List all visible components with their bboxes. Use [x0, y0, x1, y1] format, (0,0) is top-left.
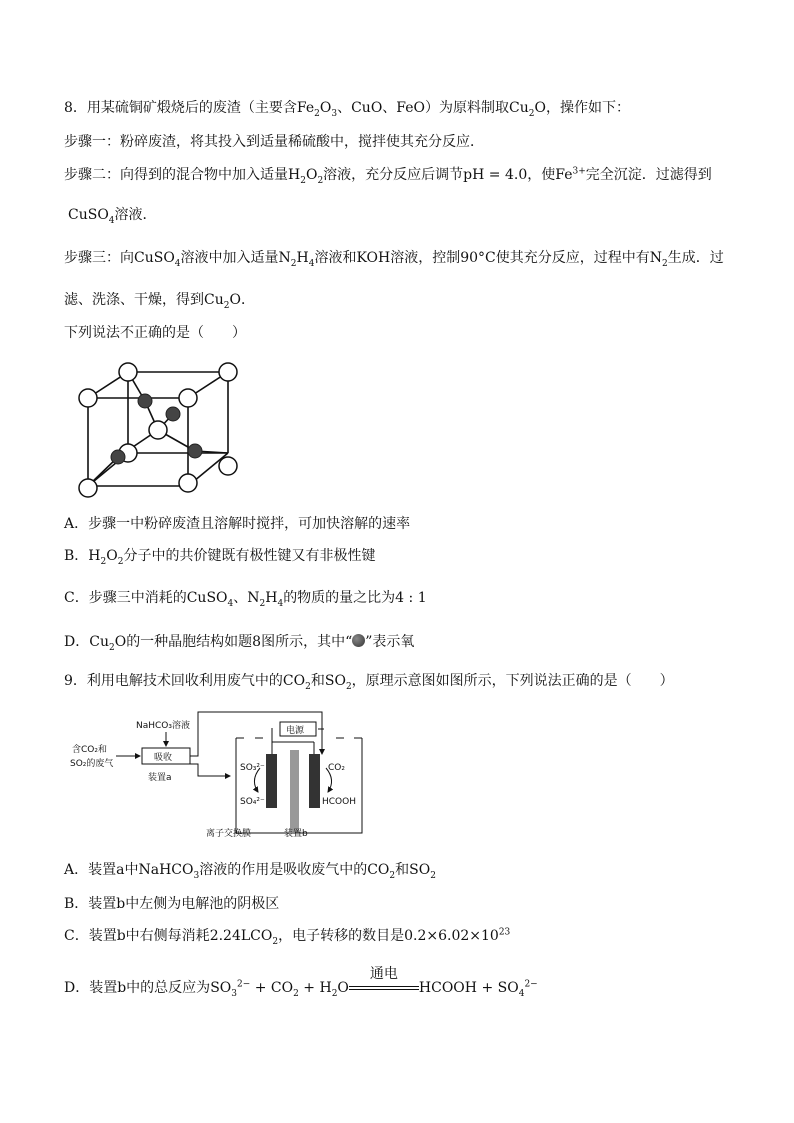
hcooh-label: HCOOH	[322, 797, 356, 807]
q9-option-b[interactable]: B．装置b中左侧为电解池的阴极区	[64, 896, 280, 912]
gas-in-label-2: SO₂的废气	[70, 759, 114, 769]
q8-step1: 步骤一：粉碎废渣，将其投入到适量稀硫酸中，搅拌使其充分反应．	[64, 134, 484, 150]
electrolysis-diagram	[60, 708, 380, 840]
co2-label: CO₂	[328, 763, 345, 773]
q9-option-d[interactable]: D．装置b中的总反应为$SO_3^{2-} + CO_2 + H_2O$ 通电 HCOOH + $SO_4^{2-}$	[64, 966, 538, 999]
q8-option-d[interactable]: D．$Cu_2O$的一种晶胞结构如题8图所示，其中“ ”表示氧	[64, 634, 415, 653]
membrane-label: 离子交换膜	[206, 829, 252, 839]
so4-label: SO₄²⁻	[240, 797, 265, 807]
q8-question: 下列说法不正确的是（ ）	[64, 325, 246, 341]
absorb-label: 吸收	[154, 753, 173, 763]
crystal-cell-figure	[70, 358, 250, 508]
device-b-label: 装置b	[284, 829, 308, 839]
q8-step2-cont: CuSO$_4$溶液．	[68, 207, 157, 226]
power-label: 电源	[286, 726, 305, 736]
q8-option-a[interactable]: A．步骤一中粉碎废渣且溶解时搅拌，可加快溶解的速率	[64, 516, 411, 532]
nahco3-label: NaHCO₃溶液	[136, 721, 190, 731]
q9-option-c[interactable]: C．装置b中右侧每消耗$2.24LCO_2$，电子转移的数目是$0.2\times 6.02\times 10^{23}$	[64, 927, 511, 947]
q8-step2: 步骤二：向得到的混合物中加入适量$H_2O_2$溶液，充分反应后调节pH = 4.0，使$Fe^{3+}$完全沉淀．过滤得到	[64, 166, 712, 186]
oxygen-atom-icon	[352, 634, 365, 647]
electrolysis-condition: 通电	[349, 978, 419, 998]
gas-in-label-1: 含CO₂和	[72, 745, 107, 755]
q8-option-b[interactable]: B．$H_2O_2$分子中的共价键既有极性键又有非极性键	[64, 548, 376, 567]
q8-option-c[interactable]: C．步骤三中消耗的CuSO$_4$、$N_2H_4$的物质的量之比为4 : 1	[64, 590, 427, 609]
so3-label: SO₃²⁻	[240, 763, 265, 773]
device-a-label: 装置a	[148, 773, 172, 783]
q8-stem: 8．用某硫铜矿煅烧后的废渣（主要含$Fe_2O_3$、CuO、FeO）为原料制取$Cu_2O$，操作如下：	[64, 100, 630, 119]
q8-step3: 步骤三：向CuSO$_4$溶液中加入适量$N_2H_4$溶液和KOH溶液，控制90°C使其充分反应，过程中有$N_2$生成．过	[64, 250, 724, 269]
q9-stem: 9．利用电解技术回收利用废气中的$CO_2$和$SO_2$，原理示意图如图所示，下列说法正确的是（ ）	[64, 673, 674, 692]
q9-option-a[interactable]: A．装置a中NaHCO$_3$溶液的作用是吸收废气中的$CO_2$和$SO_2$	[64, 862, 436, 881]
q8-step3-cont: 滤、洗涤、干燥，得到$Cu_2O$．	[64, 292, 255, 311]
